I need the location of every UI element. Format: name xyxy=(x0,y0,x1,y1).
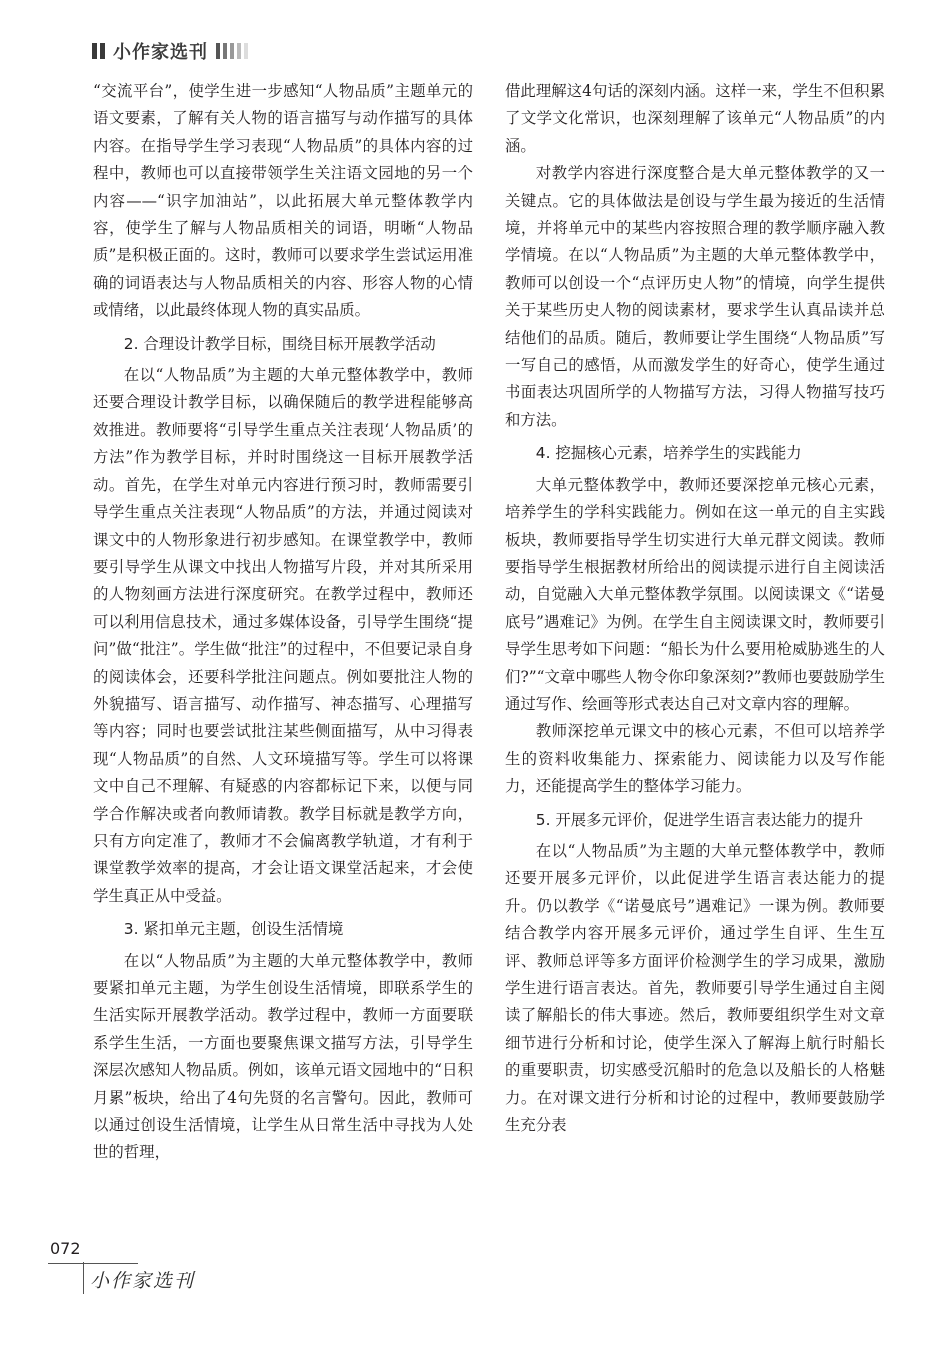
paragraph: 对教学内容进行深度整合是大单元整体教学的又一关键点。它的具体做法是创设与学生最为接近的生活情境，并将单元中的某些内容按照合理的教学顺序融入教学情境。在以“人物品质”为主题的大单元整体教学中，教师可以创设一个“点评历史人物”的情境，向学生提供关于某些历史人物的阅读素材，要求学生认真品读并总结他们的品质。随后，教师要让学生围绕“人物品质”写一写自己的感悟，从而激发学生的好奇心，使学生通过书面表达巩固所学的人物描写方法，习得人物描写技巧和方法。 xyxy=(505,164,885,429)
paragraph: 教师深挖单元课文中的核心元素，不但可以培养学生的资料收集能力、探索能力、阅读能力以及写作能力，还能提高学生的整体学习能力。 xyxy=(505,722,885,796)
section-heading-5: 5. 开展多元评价，促进学生语言表达能力的提升 xyxy=(535,810,864,829)
footer-divider-vertical xyxy=(83,1262,84,1294)
section-heading-2: 2. 合理设计教学目标，围绕目标开展教学活动 xyxy=(123,334,436,353)
running-header xyxy=(92,38,248,64)
footer-logo: 小作家选刊 xyxy=(90,1270,196,1292)
paragraph: 在以“人物品质”为主题的大单元整体教学中，教师要紧扣单元主题，为学生创设生活情境，即联系学生的生活实际开展教学活动。教学过程中，教师一方面要联系学生生活，一方面也要聚焦课文描写方法，引导学生深层次感知人物品质。例如，该单元语文园地中的“日积月累”板块，给出了4句先贤的名言警句。因此，教师可以通过创设生活情境，让学生从日常生活中寻找为人处世的哲理， xyxy=(93,951,473,1162)
page-number: 072 xyxy=(50,1239,81,1258)
footer-divider xyxy=(48,1263,138,1264)
paragraph: 在以“人物品质”为主题的大单元整体教学中，教师还要合理设计教学目标，以确保随后的教学进程能够高效推进。教师要将“引导学生重点关注表现‘人物品质’的方法”作为教学目标，并时时围绕这一目标开展教学活动。首先，在学生对单元内容进行预习时，教师需要引导学生重点关注表现“人物品质”的方法，并通过阅读对课文中的人物形象进行初步感知。在课堂教学中，教师要引导学生从课文中找出人物描写片段，并对其所采用的人物刻画方法进行深度研究。在教学过程中，教师还可以利用信息技术，通过多媒体设备，引导学生围绕“提问”做“批注”。学生做“批注”的过程中，不但要记录自身的阅读体会，还要科学批注问题点。例如要批注人物的外貌描写、语言描写、动作描写、神态描写、心理描写等内容；同时也要尝试批注某些侧面描写，从中习得表现“人物品质”的自然、人文环境描写等。学生可以将课文中自己不理解、有疑惑的内容都标记下来，以便与同学合作解决或者向教师请教。教学目标就是教学方向，只有方向定准了，教师才不会偏离教学轨道，才有利于课堂教学效率的提高，才会让语文课堂活起来，才会使学生真正从中受益。 xyxy=(93,366,473,905)
paragraph: 在以“人物品质”为主题的大单元整体教学中，教师还要开展多元评价，以此促进学生语言表达能力的提升。仍以教学《“诺曼底号”遇难记》一课为例。教师要结合教学内容开展多元评价，通过学生自评、生生互评、教师总评等多方面评价检测学生的学习成果，激励学生进行语言表达。首先，教师要引导学生通过自主阅读了解船长的伟大事迹。然后，教师要组织学生对文章细节进行分析和讨论，使学生深入了解海上航行时船长的重要职责，切实感受沉船时的危急以及船长的人格魅力。在对课文进行分析和讨论的过程中，教师要鼓励学生充分表 xyxy=(505,841,885,1135)
paragraph: 借此理解这4句话的深刻内涵。这样一来，学生不但积累了文学文化常识，也深刻理解了该单元“人物品质”的内涵。 xyxy=(505,82,885,155)
right-column xyxy=(505,78,885,1139)
left-column xyxy=(93,78,473,1167)
section-heading-4: 4. 挖掘核心元素，培养学生的实践能力 xyxy=(535,444,802,463)
paragraph: 大单元整体教学中，教师还要深挖单元核心元素，培养学生的学科实践能力。例如在这一单元的自主实践板块，教师要指导学生切实进行大单元群文阅读。教师要指导学生根据教材所给出的阅读提示进行自主阅读活动，自觉融入大单元整体教学氛围。以阅读课文《“诺曼底号”遇难记》为例。在学生自主阅读课文时，教师要引导学生思考如下问题：“船长为什么要用枪威胁逃生的人们?”“文章中哪些人物令你印象深刻?”教师也要鼓励学生通过写作、绘画等形式表达自己对文章内容的理解。 xyxy=(505,475,885,713)
paragraph: “交流平台”，使学生进一步感知“人物品质”主题单元的语文要素，了解有关人物的语言描写与动作描写的具体内容。在指导学生学习表现“人物品质”的具体内容的过程中，教师也可以直接带领学生关注语文园地的另一个内容——“识字加油站”，以此拓展大单元整体教学内容，使学生了解与人物品质相关的词语，明晰“人物品质”是积极正面的。这时，教师可以要求学生尝试运用准确的词语表达与人物品质相关的内容、形容人物的心情或情绪，以此最终体现人物的真实品质。 xyxy=(93,82,473,320)
header-bars-left-icon xyxy=(92,43,105,59)
section-heading-3: 3. 紧扣单元主题，创设生活情境 xyxy=(123,920,344,939)
header-bars-right-icon xyxy=(216,43,248,59)
header-title: 小作家选刊 xyxy=(113,42,208,63)
